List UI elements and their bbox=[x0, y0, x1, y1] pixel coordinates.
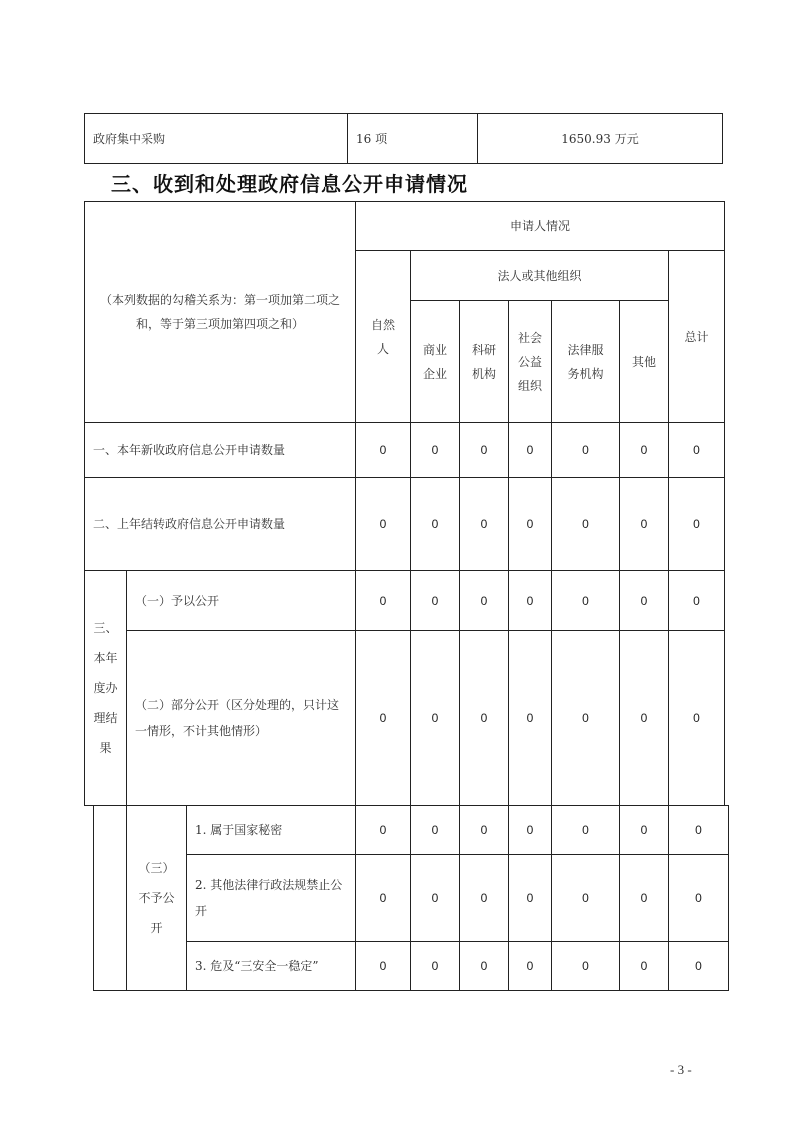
disclose-other: 0 bbox=[619, 570, 669, 631]
new-legal-service: 0 bbox=[551, 422, 620, 478]
partial-research: 0 bbox=[459, 630, 509, 806]
commercial-header: 商业企业 bbox=[410, 300, 460, 423]
deny3-natural: 0 bbox=[355, 941, 411, 991]
note-cell: （本列数据的勾稽关系为：第一项加第二项之和，等于第三项加第四项之和） bbox=[84, 201, 356, 423]
new-commercial: 0 bbox=[410, 422, 460, 478]
deny3-commercial: 0 bbox=[410, 941, 460, 991]
carry-legal-service: 0 bbox=[551, 477, 620, 571]
new-social: 0 bbox=[508, 422, 552, 478]
new-other: 0 bbox=[619, 422, 669, 478]
other-header: 其他 bbox=[619, 300, 669, 423]
deny-label: （三）不予公开 bbox=[126, 805, 187, 991]
deny3-legal-service: 0 bbox=[551, 941, 620, 991]
deny3-social: 0 bbox=[508, 941, 552, 991]
deny1-other: 0 bbox=[619, 805, 669, 855]
carry-total: 0 bbox=[668, 477, 725, 571]
deny1-social: 0 bbox=[508, 805, 552, 855]
partial-commercial: 0 bbox=[410, 630, 460, 806]
deny2-commercial: 0 bbox=[410, 854, 460, 942]
row-deny1-label: 1. 属于国家秘密 bbox=[186, 805, 356, 855]
research-header: 科研机构 bbox=[459, 300, 509, 423]
new-research: 0 bbox=[459, 422, 509, 478]
row-carry-label: 二、上年结转政府信息公开申请数量 bbox=[84, 477, 356, 571]
carry-commercial: 0 bbox=[410, 477, 460, 571]
deny3-other: 0 bbox=[619, 941, 669, 991]
row-disclose-label: （一）予以公开 bbox=[126, 570, 356, 631]
result-label: 三、本年度办理结果 bbox=[84, 570, 127, 806]
disclose-research: 0 bbox=[459, 570, 509, 631]
carry-social: 0 bbox=[508, 477, 552, 571]
deny1-commercial: 0 bbox=[410, 805, 460, 855]
procurement-amount: 1650.93 万元 bbox=[477, 113, 723, 164]
partial-other: 0 bbox=[619, 630, 669, 806]
row-deny2-label: 2. 其他法律行政法规禁止公开 bbox=[186, 854, 356, 942]
row-partial-label: （二）部分公开（区分处理的，只计这一情形，不计其他情形） bbox=[126, 630, 356, 806]
total-header: 总计 bbox=[668, 250, 725, 423]
disclose-commercial: 0 bbox=[410, 570, 460, 631]
deny1-research: 0 bbox=[459, 805, 509, 855]
disclose-total: 0 bbox=[668, 570, 725, 631]
deny2-research: 0 bbox=[459, 854, 509, 942]
row-deny3-label: 3. 危及“三安全一稳定” bbox=[186, 941, 356, 991]
section-title: 三、收到和处理政府信息公开申请情况 bbox=[111, 172, 468, 196]
row-new-label: 一、本年新收政府信息公开申请数量 bbox=[84, 422, 356, 478]
deny2-social: 0 bbox=[508, 854, 552, 942]
procurement-label: 政府集中采购 bbox=[84, 113, 348, 164]
deny2-legal-service: 0 bbox=[551, 854, 620, 942]
legal-group-header: 法人或其他组织 bbox=[410, 250, 669, 301]
partial-social: 0 bbox=[508, 630, 552, 806]
partial-natural: 0 bbox=[355, 630, 411, 806]
natural-person-header: 自然人 bbox=[355, 250, 411, 423]
deny1-total: 0 bbox=[668, 805, 729, 855]
page-number: - 3 - bbox=[670, 1062, 692, 1077]
result-continuation-cell bbox=[93, 805, 127, 991]
disclose-legal-service: 0 bbox=[551, 570, 620, 631]
social-header: 社会公益组织 bbox=[508, 300, 552, 423]
carry-research: 0 bbox=[459, 477, 509, 571]
deny2-other: 0 bbox=[619, 854, 669, 942]
disclose-natural: 0 bbox=[355, 570, 411, 631]
carry-natural: 0 bbox=[355, 477, 411, 571]
disclose-social: 0 bbox=[508, 570, 552, 631]
deny3-research: 0 bbox=[459, 941, 509, 991]
deny1-legal-service: 0 bbox=[551, 805, 620, 855]
partial-total: 0 bbox=[668, 630, 725, 806]
deny2-total: 0 bbox=[668, 854, 729, 942]
carry-other: 0 bbox=[619, 477, 669, 571]
applicant-header: 申请人情况 bbox=[355, 201, 725, 251]
deny2-natural: 0 bbox=[355, 854, 411, 942]
legal-service-header: 法律服务机构 bbox=[551, 300, 620, 423]
new-natural: 0 bbox=[355, 422, 411, 478]
procurement-count: 16 项 bbox=[347, 113, 478, 164]
partial-legal-service: 0 bbox=[551, 630, 620, 806]
deny3-total: 0 bbox=[668, 941, 729, 991]
deny1-natural: 0 bbox=[355, 805, 411, 855]
new-total: 0 bbox=[668, 422, 725, 478]
